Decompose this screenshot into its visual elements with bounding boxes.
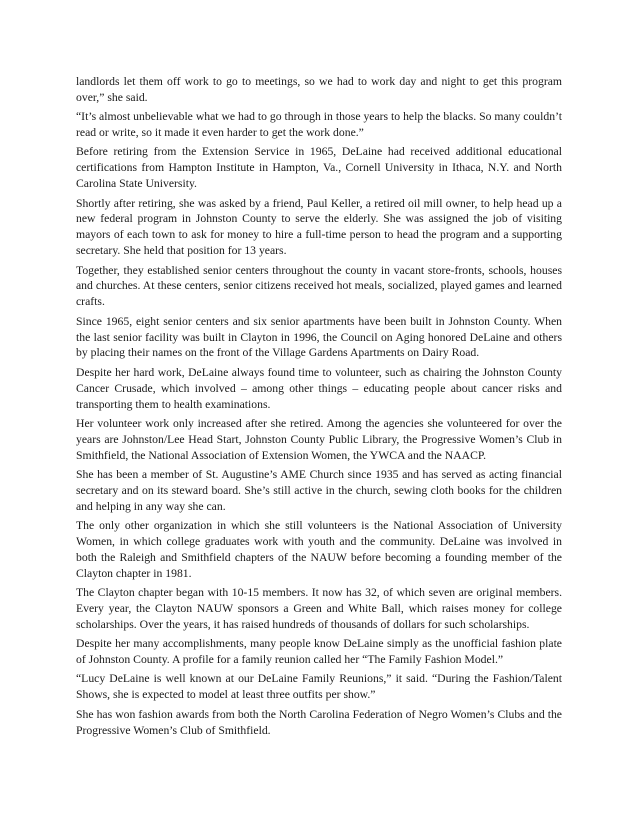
document-page	[76, 74, 562, 742]
paragraph-family-reunions: “Lucy DeLaine is well known at our DeLaine Family Reunions,” it said. “During the Fashion/Talent Shows, she is expected to model at least three outfits per show.”	[76, 672, 562, 702]
paragraph-nauw: The only other organization in which she still volunteers is the National Association of University Women, in which college graduates work with youth and the community. DeLaine was involved in both the Raleigh and Smithfield chapters of the NAUW before becoming a founding member of the Clayton chapter in 1981.	[76, 519, 562, 580]
paragraph-unbelievable-quote: “It’s almost unbelievable what we had to go through in those years to help the blacks. So many couldn’t read or write, so it made it even harder to get the work done.”	[76, 110, 562, 140]
paragraph-since-1965: Since 1965, eight senior centers and six senior apartments have been built in Johnston County. When the last senior facility was built in Clayton in 1996, the Council on Aging honored DeLaine and others by placing their names on the front of the Village Gardens Apartments on Dairy Road.	[76, 314, 562, 360]
paragraph-senior-centers: Together, they established senior centers throughout the county in vacant store-fronts, schools, houses and churches. At these centers, senior citizens received hot meals, socialized, played games and learned crafts.	[76, 263, 562, 309]
paragraph-fashion-plate: Despite her many accomplishments, many people know DeLaine simply as the unofficial fashion plate of Johnston County. A profile for a family reunion called her “The Family Fashion Model.”	[76, 637, 562, 667]
paragraph-landlords: landlords let them off work to go to meetings, so we had to work day and night to get this program over,” she said.	[76, 75, 562, 104]
paragraph-volunteer-work: Her volunteer work only increased after she retired. Among the agencies she volunteered for over the years are Johnston/Lee Head Start, Johnston County Public Library, the Progressive Women’s Club in Smithfield, the National Association of Extension Women, the YWCA and the NAACP.	[76, 416, 562, 462]
paragraph-clayton-chapter: The Clayton chapter began with 10-15 members. It now has 32, of which seven are original members. Every year, the Clayton NAUW sponsors a Green and White Ball, which raises money for college scholarships. Over the years, it has raised hundreds of thousands of dollars for such scholarships.	[76, 586, 562, 631]
paragraph-cancer-crusade: Despite her hard work, DeLaine always found time to volunteer, such as chairing the Johnston County Cancer Crusade, which involved – among other things – educating people about cancer risks and transporting them to health examinations.	[76, 365, 562, 411]
paragraph-certifications: Before retiring from the Extension Service in 1965, DeLaine had received additional educational certifications from Hampton Institute in Hampton, Va., Cornell University in Ithaca, N.Y. and North Carolina State University.	[76, 145, 562, 191]
paragraph-federal-program: Shortly after retiring, she was asked by a friend, Paul Keller, a retired oil mill owner, to help head up a new federal program in Johnston County to serve the elderly. She was assigned the job of visiting mayors of each town to ask for money to hire a full-time person to head the program and a supporting secretary. She held that position for 13 years.	[76, 196, 562, 258]
paragraph-church-member: She has been a member of St. Augustine’s AME Church since 1935 and has served as acting financial secretary and on its steward board. She’s still active in the church, sewing cloth books for the children and helping in any way she can.	[76, 467, 562, 513]
paragraph-fashion-awards: She has won fashion awards from both the North Carolina Federation of Negro Women’s Clubs and the Progressive Women’s Club of Smithfield.	[76, 707, 562, 737]
